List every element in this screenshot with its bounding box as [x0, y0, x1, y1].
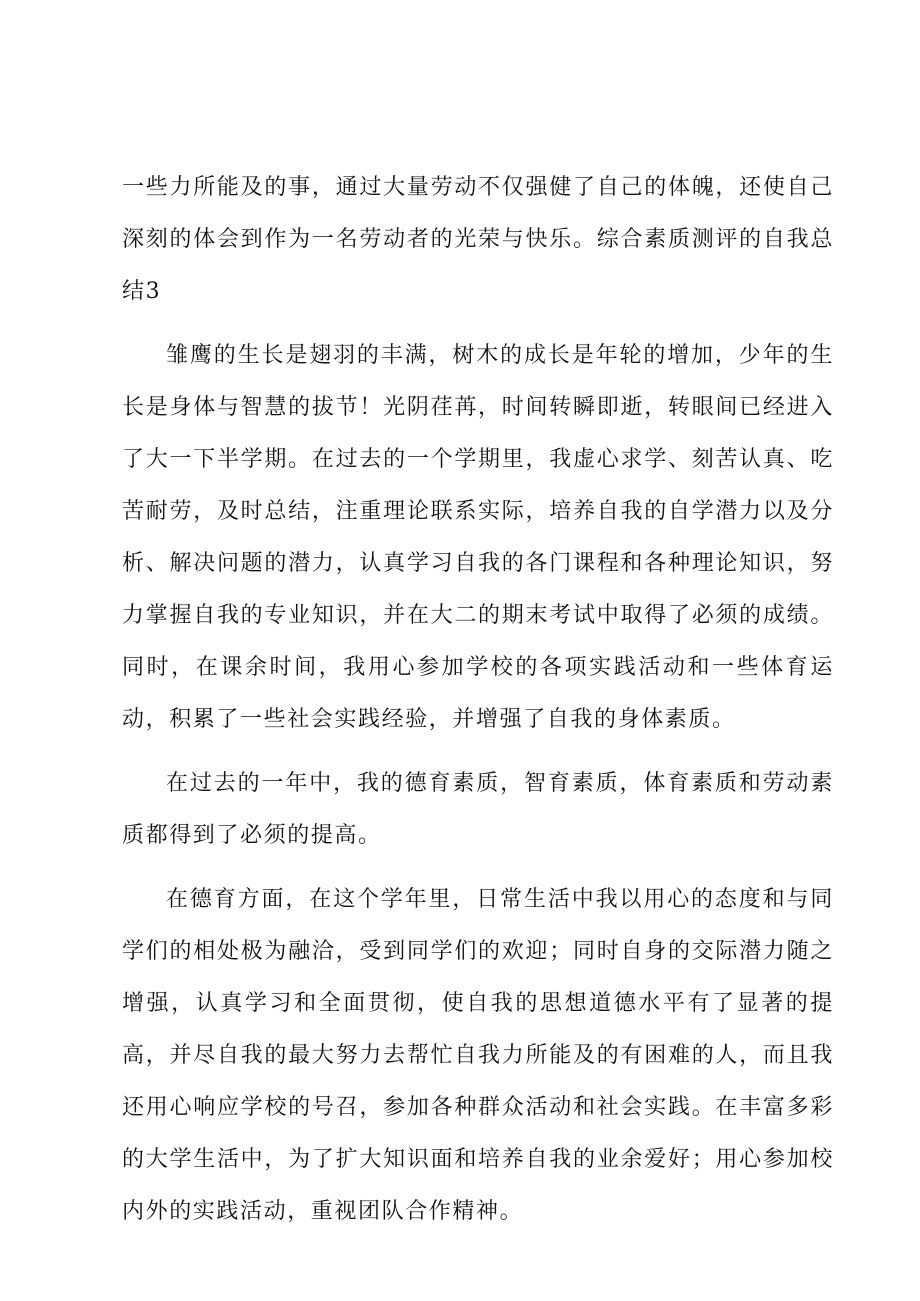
paragraph-moral-education: 在德育方面，在这个学年里，日常生活中我以用心的态度和与同学们的相处极为融洽，受到同学们的欢迎；同时自身的交际潜力随之增强，认真学习和全面贯彻，使自我的思想道德水平有了显著的提高，并尽自我的最大努力去帮忙自我力所能及的有困难的人，而且我还用心响应学校的号召，参加各种群众活动和社会实践。在丰富多彩的大学生活中，为了扩大知识面和培养自我的业余爱好；用心参加校内外的实践活动，重视团队合作精神。	[122, 887, 834, 1224]
paragraph-summary: 在过去的一年中，我的德育素质，智育素质，体育素质和劳动素质都得到了必须的提高。	[122, 771, 834, 848]
paragraph-intro: 雏鹰的生长是翅羽的丰满，树木的成长是年轮的增加，少年的生长是身体与智慧的拔节！光阴荏苒，时间转瞬即逝，转眼间已经进入了大一下半学期。在过去的一个学期里，我虚心求学、刻苦认真、吃苦耐劳，及时总结，注重理论联系实际，培养自我的自学潜力以及分析、解决问题的潜力，认真学习自我的各门课程和各种理论知识，努力掌握自我的专业知识，并在大二的期末考试中取得了必须的成绩。同时，在课余时间，我用心参加学校的各项实践活动和一些体育运动，积累了一些社会实践经验，并增强了自我的身体素质。	[122, 343, 834, 732]
document-body	[122, 162, 834, 1250]
paragraph-continuation: 一些力所能及的事，通过大量劳动不仅强健了自己的体魄，还使自己深刻的体会到作为一名劳动者的光荣与快乐。综合素质测评的自我总结3	[122, 175, 834, 304]
